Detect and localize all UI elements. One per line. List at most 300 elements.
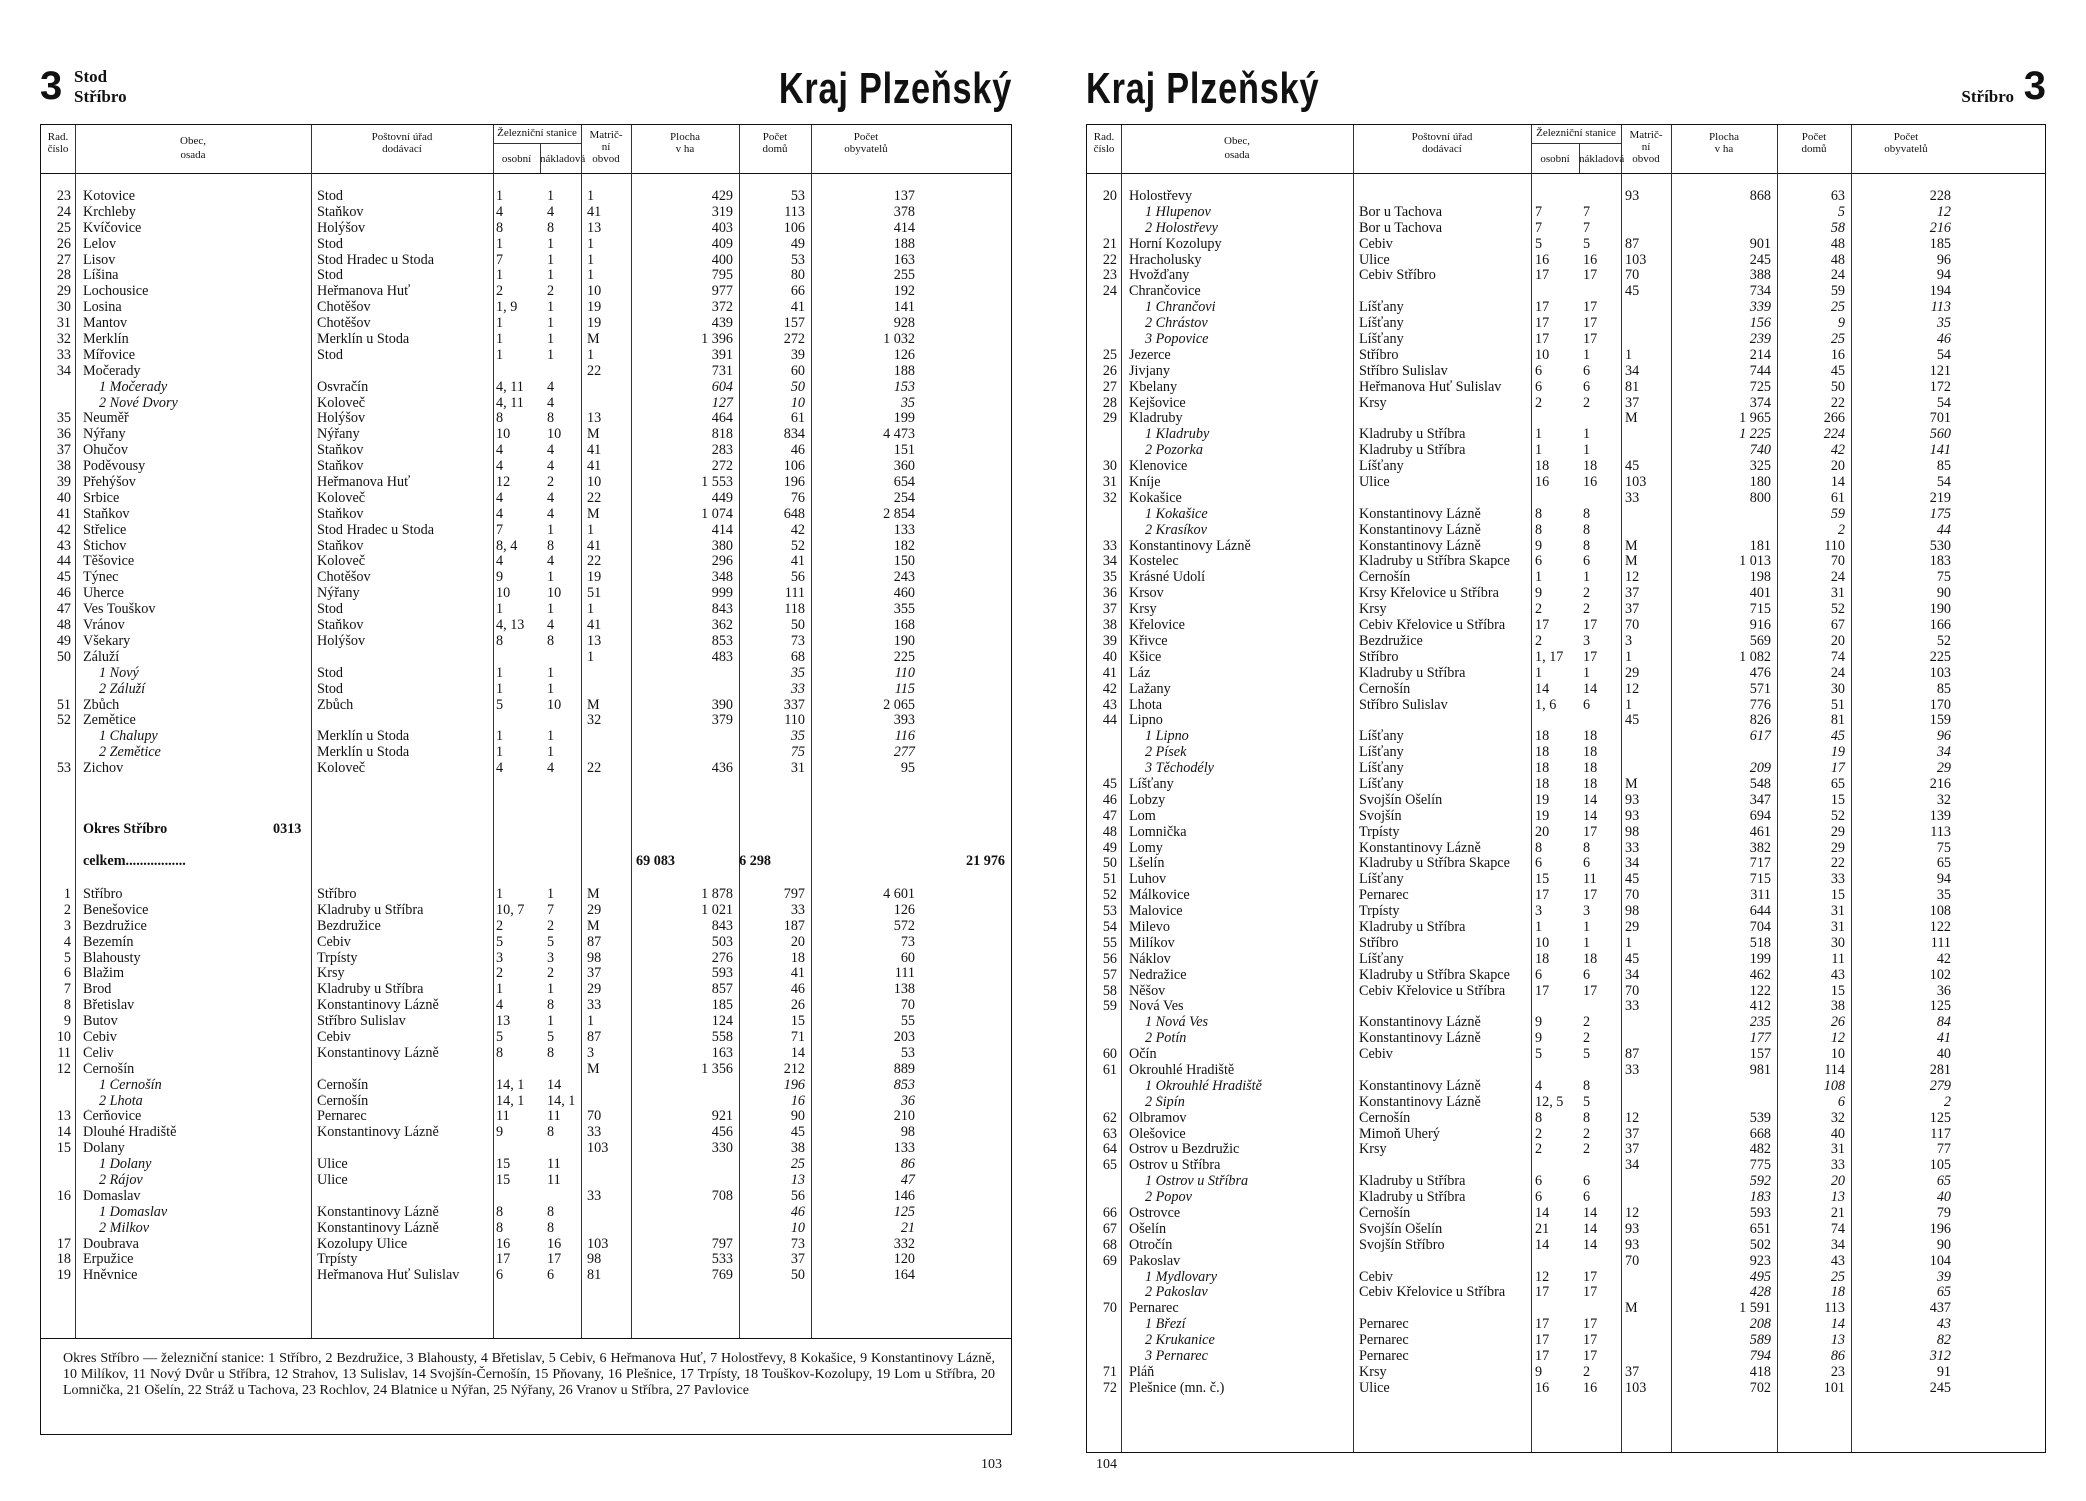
area-ha: 180 [1749,474,1771,491]
post-office: Líšťany [1359,316,1404,332]
station-freight: 2 [547,474,555,491]
municipality: Milevo [1129,919,1170,935]
row-number: 51 [56,696,71,713]
post-office: Líšťany [1359,300,1404,316]
post-office: Líšťany [1359,872,1404,888]
station-passenger: 1 [496,664,504,681]
post-office: Svojšín [1359,808,1402,824]
registry-district: 34 [1625,362,1640,379]
municipality: Přehýšov [83,475,136,491]
table-row [41,602,1011,618]
house-count: 118 [784,601,805,618]
station-passenger: 17 [1535,617,1550,634]
registry-district: 45 [1625,712,1640,729]
table-row [1087,1270,2045,1286]
municipality: Lobzy [1129,792,1166,808]
post-office: Krsy [317,966,345,982]
municipality: Ves Touškov [83,602,156,618]
house-count: 106 [783,219,805,236]
post-office: Kladruby u Stříbra [317,902,424,918]
municipality: Křivce [1129,633,1168,649]
post-office: Zbůch [317,697,354,713]
municipality: 3 Popovice [1145,332,1209,348]
row-number: 39 [1102,632,1117,649]
area-ha: 374 [1749,394,1771,411]
population: 437 [1929,1300,1951,1317]
post-office: Pernarec [1359,888,1409,904]
area-ha: 339 [1749,299,1771,316]
registry-district: 33 [1625,489,1640,506]
post-office: Pernarec [1359,1349,1409,1365]
row-number: 31 [56,315,71,332]
station-passenger: 6 [1535,553,1543,570]
area-ha: 436 [711,760,733,777]
post-office: Stod [317,189,344,204]
municipality: 1 Močerady [99,379,168,395]
col-matric2: ní [1641,141,1651,153]
row-number: 42 [1102,680,1117,697]
station-passenger: 10 [1535,934,1550,951]
col-matric: Matrič- [589,129,623,141]
row-number: 33 [1102,537,1117,554]
municipality: Břetislav [83,998,135,1014]
area-ha: 1 225 [1739,426,1771,443]
station-freight: 1 [547,601,555,618]
station-passenger: 5 [496,696,504,713]
station-freight: 6 [1583,966,1591,983]
area-ha: 390 [711,696,733,713]
municipality: Milíkov [1129,935,1175,951]
row-number: 70 [1102,1300,1117,1317]
row-number: 52 [56,712,71,729]
registry-district: 70 [587,1108,602,1125]
municipality: 2 Milkov [99,1220,150,1236]
area-ha: 1 021 [701,901,733,918]
station-passenger: 17 [1535,982,1550,999]
post-office: Cebiv Křelovice u Stříbra [1359,618,1506,634]
population: 47 [900,1172,915,1189]
row-number: 40 [1102,648,1117,665]
row-number: 55 [1102,934,1117,951]
col-dodavaci: dodávací [1422,143,1462,155]
station-passenger: 1 [496,235,504,252]
station-passenger: 9 [496,1124,504,1141]
area-ha: 245 [1749,251,1771,268]
right-column-header [1087,125,2045,174]
post-office: Líšťany [1359,776,1404,792]
population: 153 [893,378,915,395]
registry-district: 98 [587,1251,602,1268]
municipality: 2 Pozorka [1145,443,1203,459]
municipality: Ohučov [83,443,128,459]
post-office: Konstantinovy Lázně [1359,1094,1481,1110]
post-office: Černošín [317,1077,369,1093]
municipality: 2 Rájov [99,1173,143,1189]
post-office: Pernarec [317,1109,367,1125]
house-count: 22 [1830,855,1845,872]
population: 185 [1929,235,1951,252]
registry-district: 22 [587,760,602,777]
registry-district: M [587,696,600,713]
house-count: 14 [1830,1316,1845,1333]
table-row [1087,1381,2045,1397]
area-ha: 272 [711,458,733,475]
station-freight: 8 [547,997,555,1014]
station-freight: 8 [1583,1077,1591,1094]
row-number: 30 [56,299,71,316]
station-passenger: 6 [496,1267,504,1284]
registry-district: 1 [587,267,595,284]
municipality: Olešovice [1129,1126,1186,1142]
station-freight: 2 [1583,585,1591,602]
station-freight: 6 [1583,855,1591,872]
row-number: 45 [56,569,71,586]
station-freight: 16 [547,1235,562,1252]
station-passenger: 9 [496,569,504,586]
station-freight: 1 [1583,569,1591,586]
station-freight: 6 [1583,362,1591,379]
house-count: 43 [1830,966,1845,983]
station-passenger: 2 [496,965,504,982]
registry-district: 33 [1625,998,1640,1015]
house-count: 22 [1830,394,1845,411]
station-passenger: 15 [1535,871,1550,888]
house-count: 45 [1830,362,1845,379]
station-passenger: 4 [496,203,504,220]
municipality: 2 Popov [1145,1190,1192,1206]
station-passenger: 20 [1535,823,1550,840]
station-passenger: 4 [496,997,504,1014]
post-office: Merklín u Stoda [317,745,410,761]
okres-celkem: celkem................. [83,853,186,869]
house-count: 108 [1823,1077,1845,1094]
station-freight: 1 [1583,346,1591,363]
house-count: 80 [790,267,805,284]
row-number: 21 [1102,235,1117,252]
station-passenger: 7 [1535,203,1543,220]
post-office: Staňkov [317,459,364,475]
row-number: 37 [56,442,71,459]
house-count: 31 [1830,1141,1845,1158]
population: 190 [1929,601,1951,618]
row-number: 27 [56,251,71,268]
population: 121 [1929,362,1951,379]
registry-district: 12 [1625,1205,1640,1221]
municipality: Benešovice [83,902,149,918]
post-office: Staňkov [317,618,364,634]
registry-district: 37 [1625,394,1640,411]
house-count: 61 [790,410,805,427]
table-row [1087,586,2045,602]
house-count: 16 [1830,346,1845,363]
table-row [41,1205,1011,1221]
row-number: 43 [56,537,71,554]
registry-district: 13 [587,410,602,427]
station-freight: 6 [1583,1189,1591,1206]
station-passenger: 4 [496,760,504,777]
row-number: 27 [1102,378,1117,395]
station-passenger: 19 [1535,791,1550,808]
registry-district: 12 [1625,569,1640,586]
station-passenger: 8 [496,1203,504,1220]
population: 90 [1936,585,1951,602]
okres-label: Okres Stříbro [83,821,168,837]
station-freight: 17 [1583,648,1598,665]
house-count: 10 [1830,1046,1845,1063]
table-row [41,1141,1011,1157]
population: 164 [893,1267,915,1284]
population: 654 [893,474,915,491]
station-passenger: 14, 1 [496,1076,525,1093]
population: 52 [1936,632,1951,649]
table-row [1087,602,2045,618]
station-passenger: 4 [1535,1077,1543,1094]
station-freight: 2 [1583,1363,1591,1380]
table-row [1087,634,2045,650]
area-ha: 868 [1749,188,1771,204]
row-number: 60 [1102,1046,1117,1063]
registry-district: 93 [1625,1220,1640,1237]
area-ha: 539 [1749,1109,1771,1126]
house-count: 834 [783,426,805,443]
post-office: Bezdružice [1359,633,1423,649]
station-passenger: 18 [1535,950,1550,967]
table-row [41,919,1011,935]
registry-district: 41 [587,442,602,459]
station-passenger: 18 [1535,728,1550,745]
station-freight: 3 [547,949,555,966]
house-count: 25 [790,1156,805,1173]
station-freight: 14 [1583,1220,1598,1237]
okres-houses: 6 298 [739,853,771,869]
station-passenger: 1, 9 [496,299,518,316]
table-row [41,364,1011,380]
house-count: 50 [790,378,805,395]
municipality: Klenovice [1129,459,1188,475]
table-row [1087,411,2045,427]
house-count: 74 [1830,1220,1845,1237]
municipality: Ošelín [1129,1221,1167,1237]
municipality: Blahousty [83,950,141,966]
registry-district: 37 [1625,1141,1640,1158]
table-row [41,998,1011,1014]
municipality: Kvíčovice [83,220,142,236]
municipality: Krsy [1129,602,1157,618]
station-passenger: 2 [1535,1141,1543,1158]
area-ha: 923 [1749,1252,1771,1269]
col-dodavaci: dodávací [382,143,422,155]
table-row [41,1189,1011,1205]
station-freight: 4 [547,489,555,506]
municipality: Očín [1129,1047,1157,1063]
station-freight: 1 [547,267,555,284]
population: 216 [1929,775,1951,792]
population: 560 [1929,426,1951,443]
col-postovni: Poštovní úřad [371,131,433,143]
registry-district: M [1625,775,1638,792]
house-count: 11 [1831,950,1845,967]
area-ha: 843 [711,917,733,934]
population: 168 [893,617,915,634]
house-count: 45 [790,1124,805,1141]
row-number: 61 [1102,1061,1117,1078]
area-ha: 156 [1749,315,1771,332]
area-ha: 1 878 [701,886,733,902]
station-passenger: 12, 5 [1535,1093,1564,1110]
house-count: 13 [1830,1332,1845,1349]
municipality: Zbůch [83,697,120,713]
area-ha: 797 [711,1235,733,1252]
population: 54 [1936,474,1951,491]
post-office: Cebiv [1359,1269,1393,1285]
row-number: 19 [56,1267,71,1284]
row-number: 46 [1102,791,1117,808]
station-freight: 14 [1583,1236,1598,1253]
row-number: 66 [1102,1205,1117,1221]
registry-district: 37 [1625,1363,1640,1380]
post-office: Konstantinovy Lázně [1359,1078,1481,1094]
registry-district: 19 [587,315,602,332]
area-ha: 461 [1749,823,1771,840]
house-count: 19 [1830,744,1845,761]
registry-district: 1 [587,188,595,204]
post-office: Konstantinovy Lázně [317,1204,439,1220]
area-ha: 981 [1749,1061,1771,1078]
table-row [1087,332,2045,348]
station-freight: 6 [547,1267,555,1284]
station-passenger: 6 [1535,966,1543,983]
municipality: 1 Kladruby [1145,427,1210,443]
station-passenger: 14 [1535,680,1550,697]
municipality: Vránov [83,618,125,634]
registry-district: 33 [1625,1061,1640,1078]
table-row [41,1062,1011,1078]
municipality: Otročín [1129,1237,1173,1253]
row-number: 9 [63,1013,71,1030]
table-row [1087,253,2045,269]
municipality: 1 Březí [1145,1317,1186,1333]
station-freight: 11 [1583,871,1597,888]
population: 41 [1936,1030,1951,1047]
area-ha: 319 [711,203,733,220]
registry-district: 1 [587,648,595,665]
post-office: Stod [317,665,344,681]
population: 141 [893,299,915,316]
station-freight: 17 [1583,331,1598,348]
table-row [1087,1111,2045,1127]
municipality: Merklín [83,332,129,348]
post-office: Kladruby u Stříbra [1359,1190,1466,1206]
municipality: Nýřany [83,427,126,443]
area-ha: 901 [1749,235,1771,252]
row-number: 23 [1102,267,1117,284]
population: 116 [894,728,915,745]
post-office: Mimoň Úherý [1359,1126,1440,1142]
row-number: 53 [56,760,71,777]
area-ha: 235 [1749,1014,1771,1031]
registry-district: 70 [1625,617,1640,634]
registry-district: 70 [1625,1252,1640,1269]
municipality: 1 Nová Ves [1145,1015,1209,1031]
population: 378 [893,203,915,220]
house-count: 65 [1830,775,1845,792]
area-ha: 857 [711,981,733,998]
population: 12 [1936,203,1951,220]
area-ha: 1 074 [701,505,733,522]
municipality: Lažany [1129,681,1171,697]
row-number: 54 [1102,918,1117,935]
post-office: Líšťany [1359,745,1404,761]
house-count: 20 [1830,1173,1845,1190]
station-freight: 8 [547,1124,555,1141]
table-row [1087,825,2045,841]
table-row [1087,570,2045,586]
municipality: Nedražice [1129,967,1187,983]
municipality: 3 Těchodély [1145,761,1214,777]
station-freight: 16 [1583,251,1598,268]
house-count: 266 [1823,410,1845,427]
municipality: Jezerce [1129,347,1171,363]
table-row [1087,1174,2045,1190]
house-count: 14 [790,1044,805,1061]
station-freight: 14 [1583,791,1598,808]
station-passenger: 1 [1535,918,1543,935]
station-passenger: 21 [1535,1220,1550,1237]
station-passenger: 1 [496,267,504,284]
area-ha: 185 [711,997,733,1014]
station-freight: 7 [1583,219,1591,236]
post-office: Konstantinovy Lázně [1359,1015,1481,1031]
station-passenger: 1 [496,744,504,761]
row-number: 64 [1102,1141,1117,1158]
post-office: Trpísty [1359,824,1400,840]
post-office: Líšťany [1359,761,1404,777]
table-row [41,698,1011,714]
house-count: 648 [783,505,805,522]
municipality: Chrančovice [1129,284,1201,300]
table-row [41,491,1011,507]
municipality: 2 Písek [1145,745,1187,761]
registry-district: 1 [587,346,595,363]
registry-district: M [587,886,600,902]
station-passenger: 5 [1535,235,1543,252]
row-number: 69 [1102,1252,1117,1269]
post-office: Osvračín [317,379,369,395]
area-ha: 283 [711,442,733,459]
area-ha: 127 [711,394,733,411]
post-office: Pernarec [1359,1333,1409,1349]
station-freight: 2 [547,965,555,982]
table-row [1087,952,2045,968]
station-freight: 17 [1583,887,1598,904]
post-office: Kladruby u Stříbra [1359,919,1466,935]
station-freight: 7 [1583,203,1591,220]
house-count: 41 [790,299,805,316]
row-number: 3 [63,917,71,934]
row-number: 12 [56,1060,71,1077]
population: 4 473 [883,426,915,443]
station-freight: 2 [547,283,555,300]
post-office: Černošín [317,1093,369,1109]
area-ha: 482 [1749,1141,1771,1158]
table-row [41,1252,1011,1268]
population: 190 [893,632,915,649]
station-passenger: 7 [496,521,504,538]
station-passenger: 18 [1535,744,1550,761]
area-ha: 276 [711,949,733,966]
row-number: 4 [63,933,71,950]
station-passenger: 1 [1535,426,1543,443]
